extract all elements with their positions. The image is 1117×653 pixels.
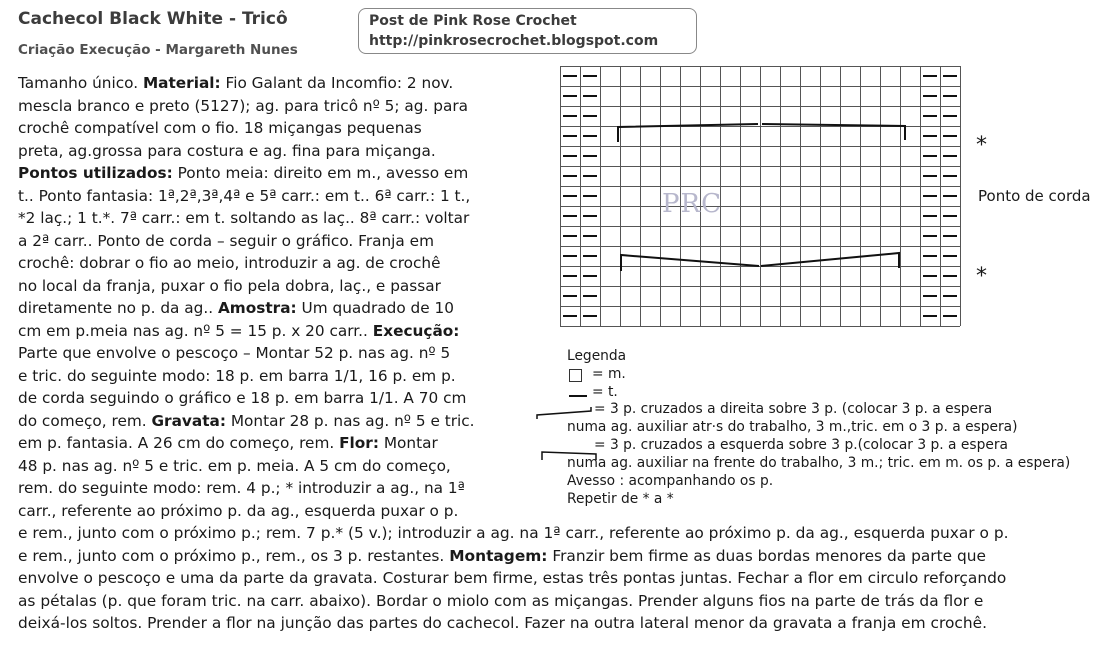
page-subtitle: Criação Execução - Margareth Nunes [18,42,298,58]
square-icon [569,369,582,382]
instruction-text: Um quadrado de 10 [296,299,455,317]
stitch-chart-grid [560,66,962,328]
instruction-text: crochê compatível com o fio. 18 miçangas pequenas [18,119,422,137]
dash-icon [569,395,587,397]
instruction-text: rem. do seguinte modo: rem. 4 p.; * introduzir a ag., na 1ª [18,479,465,497]
instruction-text: e rem., junto com o próximo p.; rem. 7 p.* (5 v.); introduzir a ag. na 1ª carr., referente ao próximo p. da ag., esquerda puxar o p. [18,524,1009,542]
instruction-text: de corda seguindo o gráfico e 18 p. em barra 1/1. A 70 cm [18,389,467,407]
page-title: Cachecol Black White - Tricô [18,9,288,29]
legend-avesso: Avesso : acompanhando os p. [567,473,774,489]
instruction-text: a 2ª carr.. Ponto de corda – seguir o gráfico. Franja em [18,231,434,250]
instruction-text: preta, ag.grossa para costura e ag. fina para miçanga. [18,141,436,160]
section-heading: Execução: [372,321,460,340]
instruction-line [18,73,453,93]
instruction-line [18,298,454,318]
instruction-text: e tric. do seguinte modo: 18 p. em barra 1/1, 16 p. em p. [18,366,456,385]
legend-t: = t. [592,384,618,400]
section-heading: Pontos utilizados: [18,164,173,182]
instruction-text: Montar [378,434,438,452]
instruction-line [18,478,465,498]
instruction-line [18,501,458,521]
instruction-line [18,96,468,116]
instruction-text: do começo, rem. [18,411,152,430]
legend-m: = m. [592,366,626,382]
instruction-text: *2 laç.; 1 t.*. 7ª carr.: em t. soltando as laç.. 8ª carr.: voltar [18,209,470,227]
instruction-line [18,546,986,566]
repeat-star-top: * [976,133,987,158]
section-heading: Amostra: [217,299,297,317]
legend-cross-left-line2: numa ag. auxiliar na frente do trabalho, 3 m.; tric. em m. os p. a espera) [567,455,1071,471]
instruction-text: mescla branco e preto (5127); ag. para tricô nº 5; ag. para [18,96,468,115]
instruction-line [18,276,441,296]
cross-right-symbol-bottom [621,255,759,271]
instruction-line [18,231,434,251]
post-credit-box [358,8,697,54]
instruction-text: envolve o pescoço e uma da parte da gravata. Costurar bem firme, estas três pontas juntas. Fechar a flor em circulo reforçando [18,569,1007,587]
instruction-line [18,591,983,611]
instruction-line [18,411,475,431]
repeat-star-bottom: * [976,264,987,289]
instruction-text: 48 p. nas ag. nº 5 e tric. em p. meia. A 5 cm do começo, [18,456,451,475]
section-heading: Flor: [339,434,379,452]
instruction-text: Franzir bem firme as duas bordas menores da parte que [547,546,986,565]
legend-repeat: Repetir de * a * [567,491,674,507]
post-credit-line: Post de Pink Rose Crochet [369,13,577,29]
legend-cross-right-line1: = 3 p. cruzados a direita sobre 3 p. (colocar 3 p. a espera [594,401,993,417]
instruction-text: carr., referente ao próximo p. da ag., esquerda puxar o p. [18,501,459,520]
instruction-text: Ponto meia: direito em m., avesso em [172,164,469,182]
instruction-line [18,118,422,138]
section-heading: Montagem: [449,546,548,565]
instruction-line [18,366,456,386]
instruction-text: diretamente no p. da ag.. [18,299,218,317]
ponto-de-corda-label: Ponto de corda [978,187,1091,205]
instruction-text: t.. Ponto fantasia: 1ª,2ª,3ª,4ª e 5ª carr.: em t.. 6ª carr.: 1 t., [18,186,471,205]
instruction-text: Tamanho único. [18,74,143,92]
instruction-text: Montar 28 p. nas ag. nº 5 e tric. [225,411,475,430]
instruction-text: no local da franja, puxar o fio pela dobra, laç., e passar [18,276,441,295]
instruction-line [18,388,466,408]
section-heading: Material: [142,74,221,92]
cross-left-symbol-bottom [761,253,899,268]
legend-cross-right-line2: numa ag. auxiliar atr·s do trabalho, 3 m.,tric. em o 3 p. a espera) [567,419,1018,435]
instruction-line [18,568,1006,588]
instruction-line [18,253,441,273]
instruction-line [18,456,451,476]
instruction-text: as pétalas (p. que foram tric. na carr. abaixo). Bordar o miolo com as miçangas. Prender alguns fios na parte de trás da flor e [18,591,984,610]
instruction-line [18,321,459,341]
section-heading: Gravata: [151,411,226,430]
watermark-text: PRC [662,189,722,219]
instruction-text: Fio Galant da Incomfio: 2 nov. [220,74,454,92]
instruction-line [18,523,1008,543]
legend-title: Legenda [567,348,627,364]
instruction-line [18,613,987,633]
instruction-text: crochê: dobrar o fio ao meio, introduzir a ag. de crochê [18,254,441,272]
instruction-text: cm em p.meia nas ag. nº 5 = 15 p. x 20 carr.. [18,321,373,340]
legend-cross-left-line1: = 3 p. cruzados a esquerda sobre 3 p.(colocar 3 p. a espera [594,437,1008,453]
instruction-line [18,163,468,183]
blog-url: http://pinkrosecrochet.blogspot.com [369,33,659,49]
instruction-line [18,343,450,363]
instruction-line [18,208,469,228]
instruction-line [18,433,438,453]
instruction-line [18,141,436,161]
instruction-text: deixá-los soltos. Prender a flor na junção das partes do cachecol. Fazer na outra lateral menor da gravata a franja em crochê. [18,614,987,632]
instruction-line [18,186,470,206]
instruction-text: e rem., junto com o próximo p., rem., os 3 p. restantes. [18,546,450,565]
instruction-text: Parte que envolve o pescoço – Montar 52 p. nas ag. nº 5 [18,344,451,362]
instruction-text: em p. fantasia. A 26 cm do começo, rem. [18,434,340,452]
